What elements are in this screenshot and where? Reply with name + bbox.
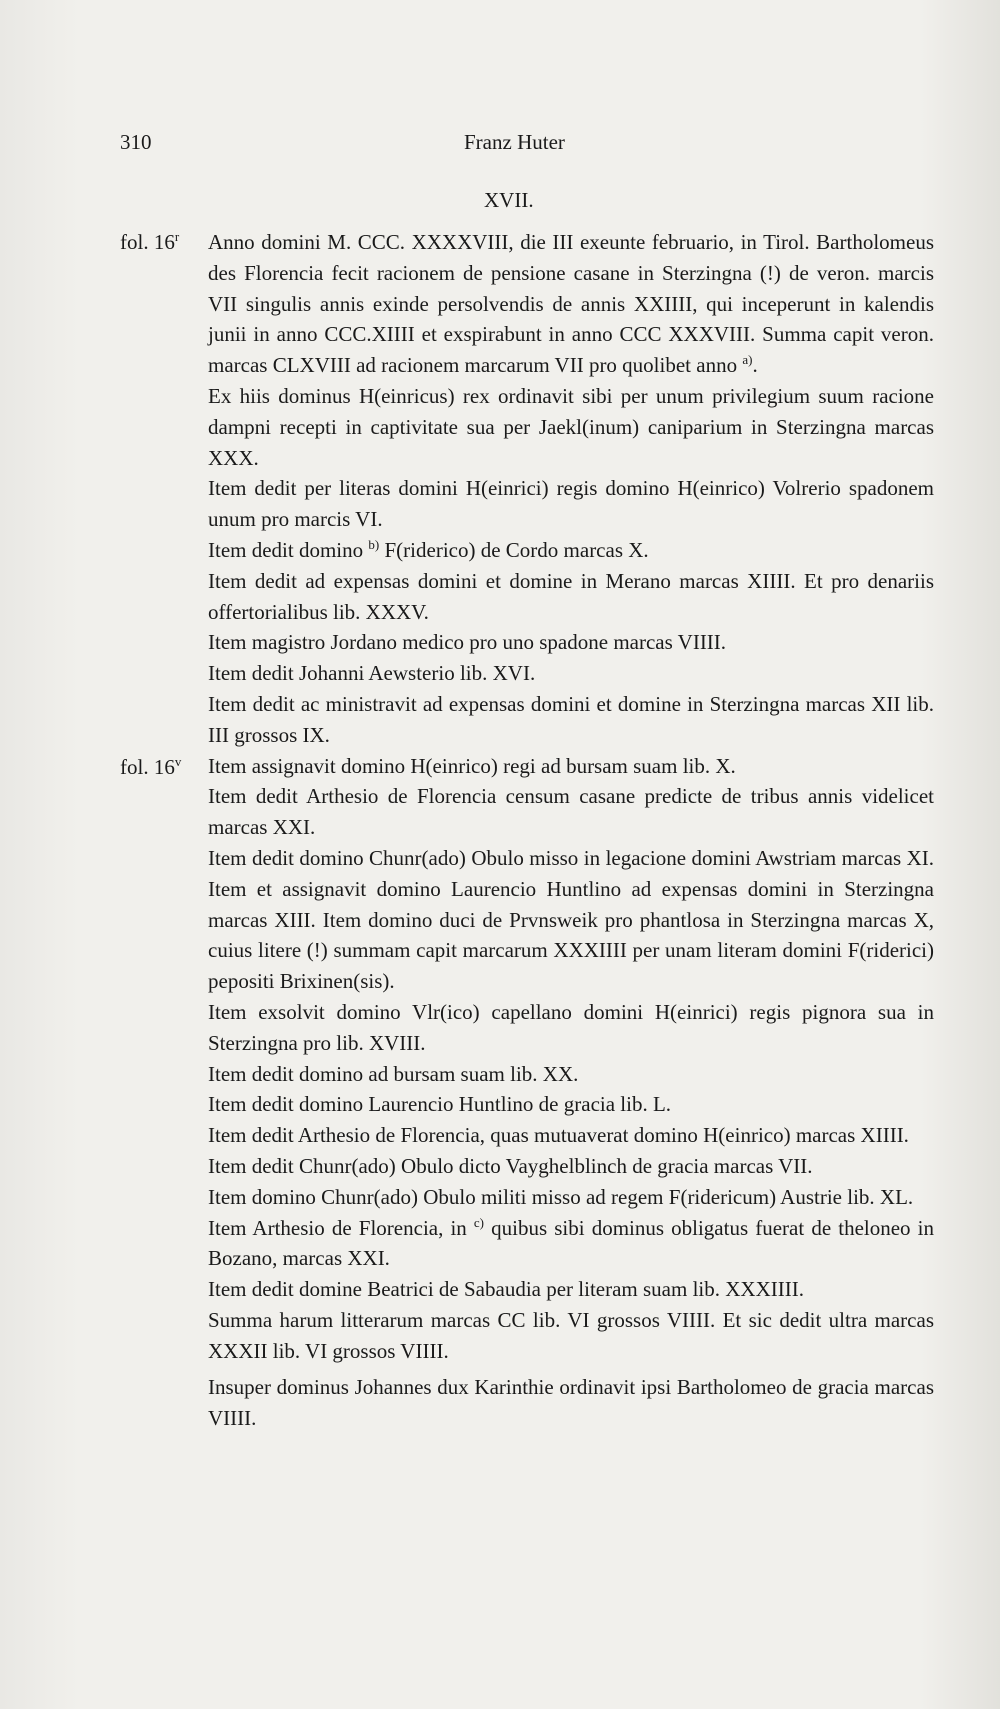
entry-paragraph: Item dedit ad expensas domini et domine in Merano marcas XIIII. Et pro denariis offertorialibus lib. XXXV. xyxy=(208,568,934,624)
summary-paragraph: Summa harum litterarum marcas CC lib. VI grossos VIIII. Et sic dedit ultra marcas XXXII lib. VI grossos VIIII. xyxy=(208,1307,934,1363)
page-number: 310 xyxy=(120,130,152,154)
entry-paragraph: Item assignavit domino H(einrico) regi ad bursam suam lib. X. xyxy=(208,753,736,778)
footnote-marker: c) xyxy=(473,1214,485,1230)
footnote-marker: a) xyxy=(742,352,753,368)
entry-paragraph: Item dedit Chunr(ado) Obulo dicto Vayghelblinch de gracia marcas VII. xyxy=(208,1153,813,1178)
entry-paragraph: Item dedit Arthesio de Florencia, quas mutuaverat domino H(einrico) marcas XIIII. xyxy=(208,1123,909,1148)
entry-paragraph: Item magistro Jordano medico pro uno spadone marcas VIIII. xyxy=(208,630,727,655)
entry-paragraph: Item exsolvit domino Vlr(ico) capellano domini H(einrici) regis pignora sua in Sterzingna pro lib. XVIII. xyxy=(208,999,934,1055)
entry-paragraph: Item dedit domino Laurencio Huntlino de gracia lib. L. xyxy=(208,1092,672,1117)
footnote-marker: b) xyxy=(368,536,380,552)
entry-paragraph: Ex hiis dominus H(einricus) rex ordinavit sibi per unum privilegium suum racione dampni recepti in captivitate sua per Jaekl(inum) caniparium in Sterzingna marcas XXX. xyxy=(208,383,934,470)
document-body xyxy=(208,227,934,1434)
entry-paragraph: Item dedit ac ministravit ad expensas domini et domine in Sterzingna marcas XII lib. III grossos IX. xyxy=(208,691,934,747)
entry-paragraph: Item domino Chunr(ado) Obulo militi misso ad regem F(ridericum) Austrie lib. XL. xyxy=(208,1184,914,1209)
entry-paragraph: Anno domini M. CCC. XXXXVIII, die III exeunte februario, in Tirol. Bartholomeus des Florencia fecit racionem de pensione casane in Sterzingna (!) de veron. marcis VII singulis annis exinde persolvendis de annis XXIIII, qui inceperunt in kalendis junii in anno CCC.XIIII et exspirabunt in anno CCC XXXVIII. Summa capit veron. marcas CLXVIII ad racionem marcarum VII pro quolibet anno $^{a)}$. xyxy=(208,230,934,378)
entry-paragraph: Item dedit Johanni Aewsterio lib. XVI. xyxy=(208,661,536,686)
entry-paragraph: Item dedit Arthesio de Florencia censum casane predicte de tribus annis videlicet marcas XXI. xyxy=(208,784,934,840)
entry-paragraph: Item dedit domino $^{b)}$ F(riderico) de Cordo marcas X. xyxy=(208,536,649,562)
entry-paragraph: Item dedit domine Beatrici de Sabaudia per literam suam lib. XXXIIII. xyxy=(208,1277,804,1302)
folio-marker-16r: fol. 16$^r$ xyxy=(120,229,180,254)
entry-paragraph: Item Arthesio de Florencia, in $^{c)}$ quibus sibi dominus obligatus fuerat de theloneo in Bozano, marcas XXI. xyxy=(208,1214,934,1271)
entry-paragraph: Item dedit domino Chunr(ado) Obulo misso in legacione domini Awstriam marcas XI. Item et assignavit domino Laurencio Huntlino ad expensas domini in Sterzingna marcas XIII. Item domino duci de Prvnsweik pro phantlosa in Sterzingna marcas X, cuius litere (!) summam capit marcarum XXXIIII per unam literam domini F(riderici) pepositi Brixinen(sis). xyxy=(208,845,934,994)
entry-paragraph: Item dedit per literas domini H(einrici) regis domino H(einrico) Volrerio spadonem unum pro marcis VI. xyxy=(208,476,934,532)
entry-paragraph: Insuper dominus Johannes dux Karinthie ordinavit ipsi Bartholomeo de gracia marcas VIIII. xyxy=(208,1375,934,1431)
entry-paragraph: Item dedit domino ad bursam suam lib. XX. xyxy=(208,1061,579,1086)
chapter-title: XVII. xyxy=(484,188,534,212)
running-head: Franz Huter xyxy=(464,130,565,154)
folio-marker-16v: fol. 16$^v$ xyxy=(120,754,182,779)
